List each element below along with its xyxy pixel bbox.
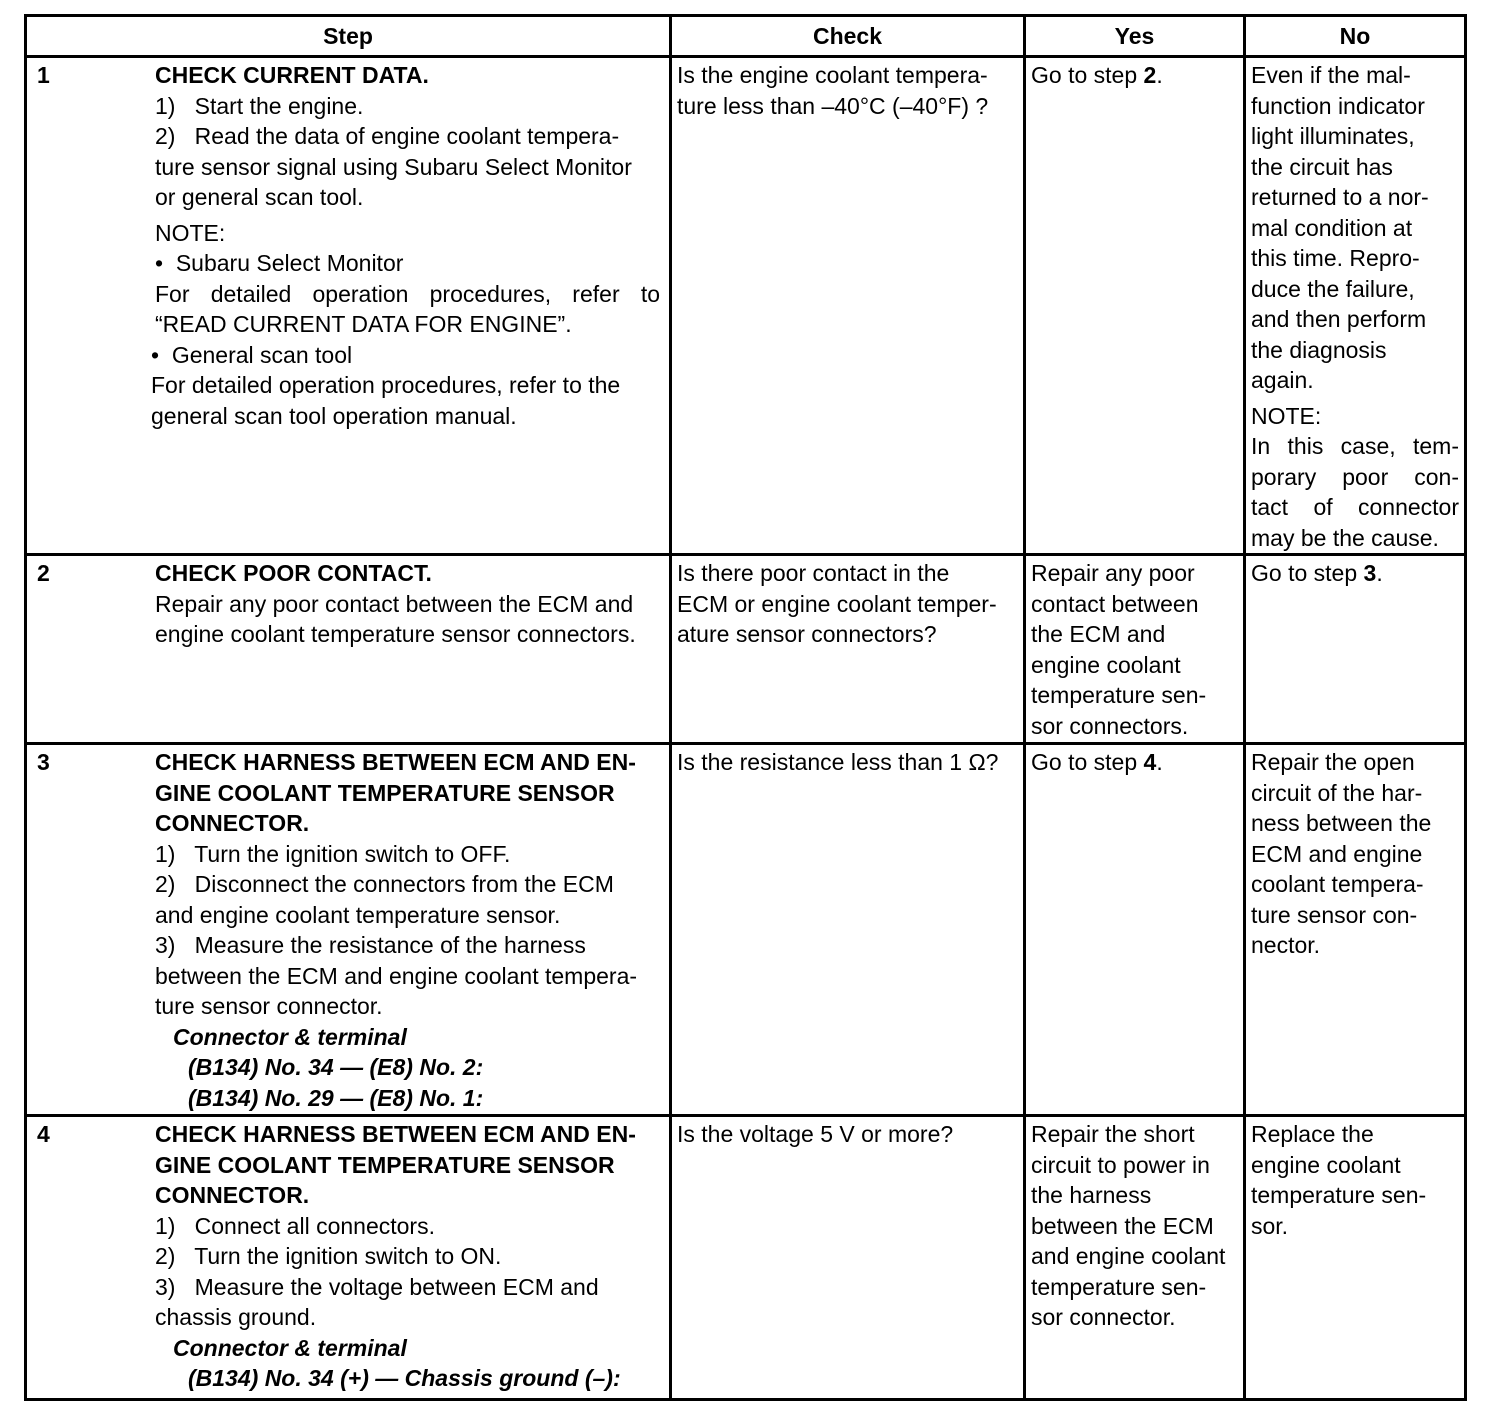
step-title: CHECK HARNESS BETWEEN ECM AND EN- bbox=[155, 749, 636, 775]
step-line: 1) Connect all connectors. bbox=[155, 1212, 435, 1239]
no-cell bbox=[1245, 555, 1466, 744]
step-title: CONNECTOR. bbox=[155, 1182, 310, 1208]
step-line: 2) Turn the ignition switch to ON. bbox=[155, 1243, 502, 1269]
step-line: 2) Read the data of engine coolant tempera- bbox=[155, 123, 620, 149]
yes-text-suffix: . bbox=[1156, 749, 1163, 775]
step-cell bbox=[26, 1116, 671, 1400]
bullet-item: • General scan tool bbox=[151, 341, 353, 368]
no-text-suffix: . bbox=[1376, 560, 1383, 586]
yes-line: the harness bbox=[1031, 1182, 1152, 1208]
table-row-step-1 bbox=[26, 57, 1466, 555]
check-line: ture less than –40°C (–40°F) ? bbox=[677, 92, 989, 119]
connector-terminal: (B134) No. 29 — (E8) No. 1: bbox=[188, 1084, 484, 1111]
no-line: the diagnosis bbox=[1251, 336, 1387, 363]
no-line: engine coolant bbox=[1251, 1151, 1401, 1178]
yes-cell bbox=[1025, 555, 1245, 744]
step-instructions bbox=[155, 558, 664, 650]
no-line: circuit of the har- bbox=[1251, 779, 1423, 806]
step-title: CHECK POOR CONTACT. bbox=[155, 560, 432, 586]
step-title: CHECK HARNESS BETWEEN ECM AND EN- bbox=[155, 1121, 636, 1147]
yes-line: between the ECM bbox=[1031, 1212, 1214, 1239]
check-cell bbox=[671, 1116, 1025, 1400]
yes-line: temperature sen- bbox=[1031, 682, 1207, 708]
yes-text: Go to step bbox=[1031, 749, 1144, 775]
yes-line: Repair the short bbox=[1031, 1121, 1195, 1147]
step-line: chassis ground. bbox=[155, 1304, 317, 1330]
no-line: and then perform bbox=[1251, 306, 1427, 332]
step-line: 3) Measure the resistance of the harness bbox=[155, 932, 586, 958]
header-check: Check bbox=[671, 16, 1025, 57]
no-line: light illuminates, bbox=[1251, 123, 1415, 149]
no-line: returned to a nor- bbox=[1251, 184, 1429, 210]
no-line: Repair the open bbox=[1251, 749, 1415, 775]
step-title: CHECK CURRENT DATA. bbox=[155, 62, 429, 88]
no-note-line: may be the cause. bbox=[1251, 524, 1439, 551]
connector-terminal: (B134) No. 34 — (E8) No. 2: bbox=[188, 1054, 484, 1080]
no-note-line: tact of connector bbox=[1251, 494, 1459, 520]
no-line: sor. bbox=[1251, 1212, 1289, 1239]
connector-heading: Connector & terminal bbox=[173, 1023, 407, 1050]
step-line: 3) Measure the voltage between ECM and bbox=[155, 1273, 599, 1300]
step-line: For detailed operation procedures, refer to the bbox=[151, 372, 621, 398]
step-number: 4 bbox=[37, 1121, 50, 1147]
check-line: Is the voltage 5 V or more? bbox=[677, 1121, 954, 1147]
no-cell bbox=[1245, 57, 1466, 555]
step-line: and engine coolant temperature sensor. bbox=[155, 901, 561, 928]
diagnostic-table bbox=[24, 14, 1467, 1401]
step-title: CONNECTOR. bbox=[155, 810, 310, 836]
check-cell bbox=[671, 57, 1025, 555]
yes-text: Go to step bbox=[1031, 62, 1144, 88]
no-line: coolant tempera- bbox=[1251, 871, 1424, 897]
step-reference: 4 bbox=[1143, 749, 1157, 775]
check-line: Is the engine coolant tempera- bbox=[677, 62, 988, 88]
step-line: 1) Start the engine. bbox=[155, 92, 364, 119]
yes-line: sor connectors. bbox=[1031, 712, 1189, 739]
header-step: Step bbox=[26, 16, 671, 57]
step-cell bbox=[26, 57, 671, 555]
note-label: NOTE: bbox=[1251, 402, 1322, 429]
no-note-line: In this case, tem- bbox=[1251, 433, 1459, 459]
yes-text-suffix: . bbox=[1156, 62, 1163, 88]
step-line: ture sensor connector. bbox=[155, 993, 383, 1019]
step-cell bbox=[26, 555, 671, 744]
step-line: 1) Turn the ignition switch to OFF. bbox=[155, 840, 511, 867]
step-number: 3 bbox=[37, 749, 50, 775]
step-instructions bbox=[151, 60, 664, 431]
header-yes: Yes bbox=[1025, 16, 1245, 57]
yes-line: and engine coolant bbox=[1031, 1243, 1226, 1269]
yes-line: circuit to power in bbox=[1031, 1151, 1210, 1178]
no-line: function indicator bbox=[1251, 92, 1425, 119]
step-line: general scan tool operation manual. bbox=[151, 402, 517, 429]
no-text: Go to step bbox=[1251, 560, 1364, 586]
check-line: ECM or engine coolant temper- bbox=[677, 590, 997, 617]
yes-line: engine coolant bbox=[1031, 651, 1181, 678]
no-line: again. bbox=[1251, 367, 1314, 393]
no-line: Replace the bbox=[1251, 1121, 1374, 1147]
check-cell bbox=[671, 744, 1025, 1116]
no-line: the circuit has bbox=[1251, 153, 1393, 180]
yes-cell bbox=[1025, 744, 1245, 1116]
step-line: or general scan tool. bbox=[155, 184, 364, 210]
check-line: Is the resistance less than 1 Ω? bbox=[677, 749, 999, 775]
header-no: No bbox=[1245, 16, 1466, 57]
no-cell bbox=[1245, 1116, 1466, 1400]
check-line: Is there poor contact in the bbox=[677, 560, 950, 586]
step-instructions bbox=[155, 1119, 664, 1394]
table-row-step-4 bbox=[26, 1116, 1466, 1400]
note-label: NOTE: bbox=[155, 219, 226, 246]
step-number: 2 bbox=[37, 560, 50, 586]
step-line: engine coolant temperature sensor connectors. bbox=[155, 621, 636, 647]
yes-cell bbox=[1025, 1116, 1245, 1400]
header-row bbox=[26, 16, 1466, 57]
step-line: 2) Disconnect the connectors from the ECM bbox=[155, 871, 614, 897]
no-line: nector. bbox=[1251, 932, 1321, 958]
connector-heading: Connector & terminal bbox=[173, 1334, 407, 1361]
step-reference: 3 bbox=[1363, 560, 1377, 586]
yes-line: Repair any poor bbox=[1031, 560, 1195, 586]
yes-cell bbox=[1025, 57, 1245, 555]
no-line: Even if the mal- bbox=[1251, 62, 1411, 88]
step-cell bbox=[26, 744, 671, 1116]
yes-line: temperature sen- bbox=[1031, 1273, 1207, 1300]
check-line: ature sensor connectors? bbox=[677, 621, 937, 647]
step-instructions bbox=[155, 747, 664, 1113]
no-line: this time. Repro- bbox=[1251, 245, 1420, 271]
step-line: ture sensor signal using Subaru Select Monitor bbox=[155, 153, 632, 180]
no-line: ture sensor con- bbox=[1251, 901, 1418, 928]
step-title: GINE COOLANT TEMPERATURE SENSOR bbox=[155, 779, 615, 806]
yes-line: sor connector. bbox=[1031, 1304, 1176, 1330]
no-line: temperature sen- bbox=[1251, 1182, 1427, 1208]
step-number: 1 bbox=[37, 62, 50, 88]
no-line: ness between the bbox=[1251, 810, 1432, 836]
step-title: GINE COOLANT TEMPERATURE SENSOR bbox=[155, 1151, 615, 1178]
no-cell bbox=[1245, 744, 1466, 1116]
step-line: For detailed operation procedures, refer to bbox=[155, 280, 660, 307]
step-line: between the ECM and engine coolant tempera- bbox=[155, 962, 638, 989]
step-reference: 2 bbox=[1143, 62, 1157, 88]
no-line: duce the failure, bbox=[1251, 275, 1415, 302]
no-line: mal condition at bbox=[1251, 214, 1413, 241]
table-row-step-2 bbox=[26, 555, 1466, 744]
check-cell bbox=[671, 555, 1025, 744]
yes-line: the ECM and bbox=[1031, 621, 1166, 647]
no-note-line: porary poor con- bbox=[1251, 463, 1459, 490]
step-line: “READ CURRENT DATA FOR ENGINE”. bbox=[155, 311, 572, 337]
no-line: ECM and engine bbox=[1251, 840, 1423, 867]
yes-line: contact between bbox=[1031, 590, 1199, 617]
step-line: Repair any poor contact between the ECM and bbox=[155, 590, 634, 617]
bullet-item: • Subaru Select Monitor bbox=[155, 250, 404, 276]
table-row-step-3 bbox=[26, 744, 1466, 1116]
connector-terminal: (B134) No. 34 (+) — Chassis ground (–): bbox=[188, 1365, 621, 1391]
